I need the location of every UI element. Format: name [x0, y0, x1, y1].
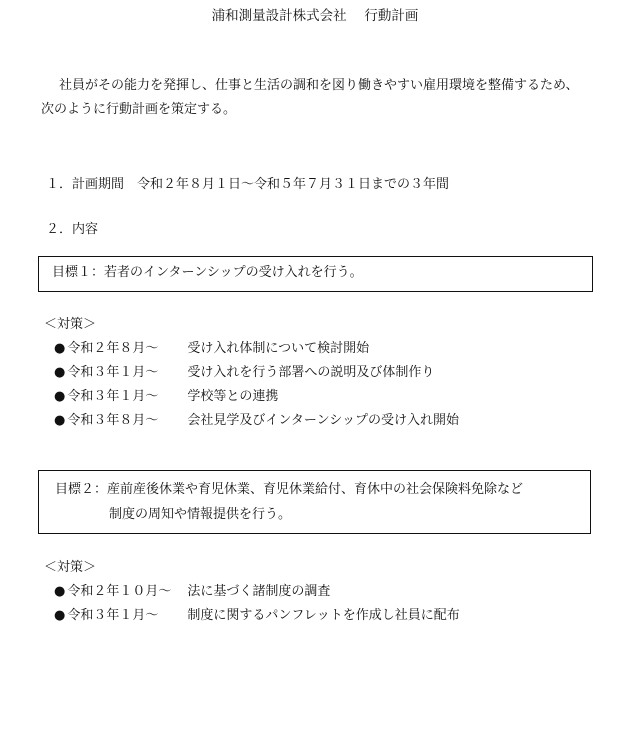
- goal-1-measure-item: [54, 390, 278, 403]
- intro-line-2: 次のように行動計画を策定する。: [41, 102, 237, 117]
- goal-1-measures-label: ＜対策＞: [44, 317, 97, 332]
- goal-1-measure-item: [54, 342, 369, 355]
- bullet-icon: ●: [54, 608, 66, 623]
- bullet-icon: ●: [54, 365, 66, 380]
- measure-text: 受け入れ体制について検討開始: [187, 341, 370, 356]
- bullet-icon: ●: [54, 341, 66, 356]
- plan-period-heading: １．計画期間 令和２年８月１日～令和５年７月３１日までの３年間: [46, 177, 450, 192]
- measure-date: 令和３年１月～: [67, 389, 159, 404]
- content-heading: ２．内容: [46, 222, 99, 237]
- goal-2-measures-label: ＜対策＞: [44, 560, 97, 575]
- goal-2-measure-item: [54, 585, 330, 598]
- bullet-icon: ●: [54, 389, 66, 404]
- goal-1-text: 目標１：若者のインターンシップの受け入れを行う。: [52, 265, 363, 280]
- measure-date: 令和２年１０月～: [67, 584, 172, 599]
- measure-text: 法に基づく諸制度の調査: [187, 584, 331, 599]
- goal-2-box: [38, 470, 591, 534]
- measure-date: 令和３年８月～: [67, 413, 159, 428]
- measure-text: 受け入れを行う部署への説明及び体制作り: [187, 365, 435, 380]
- bullet-icon: ●: [54, 584, 66, 599]
- goal-1-measure-item: [54, 414, 459, 427]
- measure-text: 学校等との連携: [187, 389, 279, 404]
- measure-date: 令和３年１月～: [67, 365, 159, 380]
- intro-line-1: 社員がその能力を発揮し、仕事と生活の調和を図り働きやすい雇用環境を整備するため、: [59, 78, 579, 93]
- measure-date: 令和３年１月～: [67, 608, 159, 623]
- goal-2-measure-item: [54, 609, 460, 622]
- goal-2-text-line-1: 目標２：産前産後休業や育児休業、育児休業給付、育休中の社会保険料免除など: [55, 482, 524, 497]
- bullet-icon: ●: [54, 413, 66, 428]
- goal-2-text-line-2: 制度の周知や情報提供を行う。: [109, 507, 292, 522]
- goal-1-measure-item: [54, 366, 434, 379]
- measure-text: 制度に関するパンフレットを作成し社員に配布: [187, 608, 460, 623]
- measure-text: 会社見学及びインターンシップの受け入れ開始: [187, 413, 459, 428]
- measure-date: 令和２年８月～: [67, 341, 159, 356]
- document-title: 浦和測量設計株式会社 行動計画: [211, 8, 419, 24]
